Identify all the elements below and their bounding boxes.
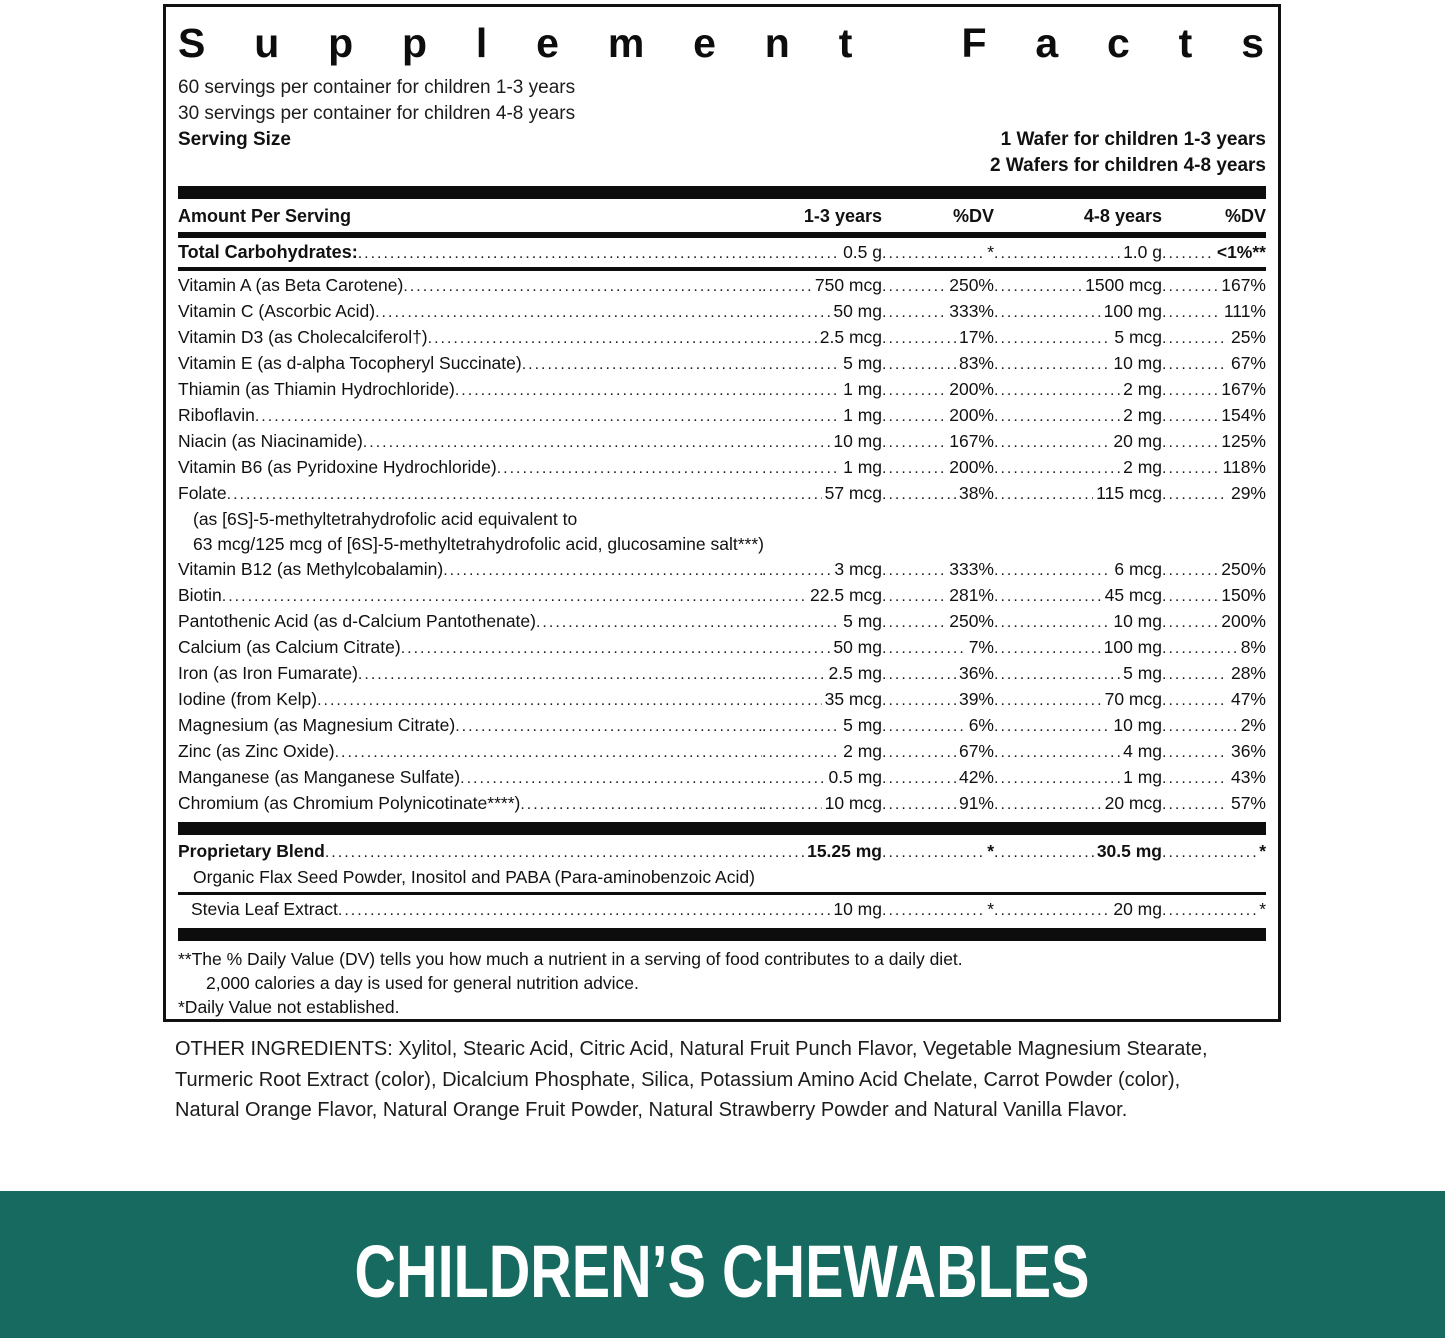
- amount-4-8: 20 mg: [1113, 899, 1162, 919]
- dv-1-3: 91%: [958, 793, 994, 813]
- nutrient-name: Calcium (as Calcium Citrate): [178, 637, 401, 657]
- amount-1-3: 5 mg: [843, 611, 882, 631]
- nutrient-name: Proprietary Blend: [178, 841, 325, 861]
- nutrient-row: [178, 455, 1266, 481]
- dv-4-8: 43%: [1230, 767, 1266, 787]
- amount-4-8: 30.5 mg: [1096, 841, 1162, 861]
- dv-1-3: 67%: [958, 741, 994, 761]
- amount-4-8: 6 mcg: [1114, 559, 1162, 579]
- nutrient-name: Vitamin B12 (as Methylcobalamin): [178, 559, 444, 579]
- dv-1-3: 38%: [958, 483, 994, 503]
- serving-size-line-2: 2 Wafers for children 4-8 years: [990, 155, 1266, 176]
- col-header-dv-1: %DV: [952, 206, 994, 226]
- amount-1-3: 0.5 g: [843, 242, 882, 262]
- amount-4-8: 100 mg: [1103, 301, 1162, 321]
- amount-1-3: 1 mg: [843, 457, 882, 477]
- nutrient-name: Niacin (as Niacinamide): [178, 431, 363, 451]
- nutrient-name: Vitamin E (as d-alpha Tocopheryl Succinate): [178, 353, 522, 373]
- amount-4-8: 1500 mcg: [1085, 275, 1162, 295]
- amount-4-8: 5 mcg: [1114, 327, 1162, 347]
- dv-4-8: 125%: [1221, 431, 1266, 451]
- nutrient-name: Zinc (as Zinc Oxide): [178, 741, 335, 761]
- nutrient-row: [178, 791, 1266, 817]
- dv-4-8: 167%: [1221, 275, 1266, 295]
- amount-1-3: 35 mcg: [824, 689, 882, 709]
- amount-1-3: 3 mcg: [834, 559, 882, 579]
- footnote-not-established: *Daily Value not established.: [178, 997, 400, 1017]
- dv-4-8: 200%: [1221, 611, 1266, 631]
- nutrient-row: [178, 351, 1266, 377]
- amount-4-8: 10 mg: [1113, 715, 1162, 735]
- dv-4-8: 150%: [1221, 585, 1266, 605]
- nutrient-row: [178, 609, 1266, 635]
- nutrient-name: Stevia Leaf Extract: [191, 899, 338, 919]
- nutrient-row: [178, 481, 1266, 507]
- amount-1-3: 22.5 mcg: [810, 585, 882, 605]
- nutrient-row: [178, 299, 1266, 325]
- serving-size-label: Serving Size: [178, 129, 291, 150]
- supplement-facts-panel: [163, 4, 1281, 1022]
- amount-1-3: 5 mg: [843, 715, 882, 735]
- banner-text: CHILDREN’S CHEWABLES: [354, 1230, 1090, 1313]
- amount-4-8: 1.0 g: [1123, 242, 1162, 262]
- amount-4-8: 2 mg: [1123, 379, 1162, 399]
- col-header-1-3-years: 1-3 years: [803, 206, 882, 226]
- dv-4-8: 8%: [1240, 637, 1266, 657]
- nutrient-name: Total Carbohydrates:: [178, 242, 358, 262]
- nutrient-note-line: (as [6S]-5-methyltetrahydrofolic acid equivalent to: [193, 509, 578, 529]
- nutrient-row: [178, 661, 1266, 687]
- thick-divider: [178, 928, 1266, 941]
- blend-rule: [178, 892, 1266, 895]
- dv-1-3: 333%: [949, 559, 994, 579]
- thick-divider: [178, 822, 1266, 835]
- amount-4-8: 45 mcg: [1104, 585, 1162, 605]
- dv-4-8: 67%: [1230, 353, 1266, 373]
- dv-1-3: 6%: [968, 715, 994, 735]
- nutrient-row: [178, 583, 1266, 609]
- col-header-4-8-years: 4-8 years: [1083, 206, 1162, 226]
- serving-size-line-1: 1 Wafer for children 1-3 years: [1000, 129, 1266, 150]
- thick-divider: [178, 186, 1266, 199]
- nutrient-row: [178, 635, 1266, 661]
- nutrient-name: Vitamin D3 (as Cholecalciferol†): [178, 327, 428, 347]
- nutrient-note-line: 63 mcg/125 mcg of [6S]-5-methyltetrahydrofolic acid, glucosamine salt***): [193, 534, 764, 554]
- nutrient-name: Iron (as Iron Fumarate): [178, 663, 358, 683]
- amount-1-3: 0.5 mg: [828, 767, 882, 787]
- nutrient-row: [178, 557, 1266, 583]
- amount-1-3: 10 mcg: [824, 793, 882, 813]
- dv-1-3: 7%: [968, 637, 994, 657]
- nutrient-row: [178, 713, 1266, 739]
- dv-4-8: 47%: [1230, 689, 1266, 709]
- nutrient-row: [178, 765, 1266, 791]
- servings-line-1: 60 servings per container for children 1-3 years: [178, 77, 576, 98]
- dv-4-8: 167%: [1221, 379, 1266, 399]
- nutrient-name: Magnesium (as Magnesium Citrate): [178, 715, 456, 735]
- dv-1-3: 200%: [949, 405, 994, 425]
- dv-4-8: 2%: [1240, 715, 1266, 735]
- amount-4-8: 70 mcg: [1104, 689, 1162, 709]
- proprietary-blend-row: [178, 839, 1266, 865]
- nutrient-row: [178, 687, 1266, 713]
- dv-1-3: 17%: [958, 327, 994, 347]
- amount-per-serving-header: Amount Per Serving: [178, 206, 352, 226]
- dv-4-8: *: [1259, 899, 1266, 919]
- stevia-row: [178, 897, 1266, 923]
- amount-4-8: 1 mg: [1123, 767, 1162, 787]
- dv-4-8: 57%: [1230, 793, 1266, 813]
- amount-1-3: 1 mg: [843, 379, 882, 399]
- header-rule: [178, 232, 1266, 238]
- amount-4-8: 20 mcg: [1104, 793, 1162, 813]
- column-header-row: [178, 203, 1266, 230]
- amount-4-8: 2 mg: [1123, 457, 1162, 477]
- amount-1-3: 2 mg: [843, 741, 882, 761]
- dv-4-8: 25%: [1230, 327, 1266, 347]
- other-ingredients: OTHER INGREDIENTS: Xylitol, Stearic Acid, Citric Acid, Natural Fruit Punch Flavor, Vegetable Magnesium Stearate, Turmeric Root Extract (color), Dicalcium Phosphate, Silica, Potassium Amino Acid Chelate, Carrot Powder (color), Natural Orange Flavor, Natural Orange Fruit Powder, Natural Strawberry Powder and Natural Vanilla Flavor.: [175, 1038, 1208, 1121]
- dv-4-8: <1%**: [1216, 242, 1266, 262]
- amount-1-3: 15.25 mg: [807, 841, 882, 861]
- dv-1-3: 39%: [958, 689, 994, 709]
- nutrient-name: Folate: [178, 483, 227, 503]
- amount-4-8: 5 mg: [1123, 663, 1162, 683]
- footnotes: [178, 947, 1266, 1019]
- dv-1-3: 36%: [958, 663, 994, 683]
- dv-4-8: 111%: [1223, 301, 1266, 321]
- amount-1-3: 10 mg: [833, 899, 882, 919]
- dv-1-3: 200%: [949, 457, 994, 477]
- product-banner: [0, 1191, 1445, 1338]
- amount-4-8: 2 mg: [1123, 405, 1162, 425]
- dv-1-3: *: [987, 841, 994, 861]
- col-header-dv-2: %DV: [1224, 206, 1266, 226]
- nutrient-row: [178, 429, 1266, 455]
- amount-1-3: 5 mg: [843, 353, 882, 373]
- banner-canvas: [0, 1191, 1445, 1338]
- nutrient-name: Vitamin A (as Beta Carotene): [178, 275, 404, 295]
- amount-1-3: 1 mg: [843, 405, 882, 425]
- dv-1-3: 200%: [949, 379, 994, 399]
- dv-1-3: *: [987, 242, 994, 262]
- servings-line-2: 30 servings per container for children 4-8 years: [178, 103, 576, 124]
- blend-ingredients-note: Organic Flax Seed Powder, Inositol and PABA (Para-aminobenzoic Acid): [193, 867, 755, 887]
- dv-4-8: 28%: [1230, 663, 1266, 683]
- nutrient-name: Pantothenic Acid (as d-Calcium Pantothenate): [178, 611, 536, 631]
- dv-4-8: 29%: [1230, 483, 1266, 503]
- amount-4-8: 115 mcg: [1096, 483, 1162, 503]
- nutrient-name: Chromium (as Chromium Polynicotinate****): [178, 793, 521, 813]
- dv-1-3: 167%: [949, 431, 994, 451]
- nutrient-row: [178, 377, 1266, 403]
- footnote-daily-value: **The % Daily Value (DV) tells you how much a nutrient in a serving of food contributes to a daily diet.: [178, 949, 963, 969]
- nutrient-name: Iodine (from Kelp): [178, 689, 318, 709]
- dv-1-3: 333%: [949, 301, 994, 321]
- amount-1-3: 10 mg: [833, 431, 882, 451]
- nutrient-name: Manganese (as Manganese Sulfate): [178, 767, 461, 787]
- amount-1-3: 50 mg: [833, 301, 882, 321]
- nutrient-name: Riboflavin: [178, 405, 255, 425]
- facts-title-text: Supplement Facts: [178, 20, 1264, 66]
- amount-1-3: 2.5 mcg: [819, 327, 882, 347]
- nutrient-row: [178, 403, 1266, 429]
- serving-size-values: [990, 127, 1266, 179]
- dv-1-3: 42%: [958, 767, 994, 787]
- dv-1-3: 250%: [949, 611, 994, 631]
- nutrient-row: [178, 325, 1266, 351]
- amount-4-8: 4 mg: [1123, 741, 1162, 761]
- dv-4-8: 154%: [1221, 405, 1266, 425]
- facts-title: [178, 15, 1268, 69]
- dv-1-3: *: [987, 899, 994, 919]
- dv-4-8: 36%: [1230, 741, 1266, 761]
- amount-4-8: 10 mg: [1113, 353, 1162, 373]
- carbs-rule: [178, 267, 1266, 271]
- dv-4-8: *: [1259, 841, 1266, 861]
- amount-1-3: 50 mg: [833, 637, 882, 657]
- dv-1-3: 83%: [958, 353, 994, 373]
- nutrient-name: Thiamin (as Thiamin Hydrochloride): [178, 379, 455, 399]
- dv-4-8: 250%: [1221, 559, 1266, 579]
- servings-block: [178, 75, 1266, 127]
- nutrient-rows: [178, 273, 1266, 817]
- nutrient-name: Biotin: [178, 585, 222, 605]
- serving-size-row: [178, 127, 1266, 179]
- total-carbohydrates-row: [178, 240, 1266, 266]
- amount-4-8: 100 mg: [1103, 637, 1162, 657]
- nutrient-row: [178, 273, 1266, 299]
- dv-4-8: 118%: [1222, 457, 1266, 477]
- nutrient-name: Vitamin B6 (as Pyridoxine Hydrochloride): [178, 457, 497, 477]
- amount-1-3: 57 mcg: [824, 483, 882, 503]
- amount-1-3: 2.5 mg: [828, 663, 882, 683]
- amount-4-8: 10 mg: [1113, 611, 1162, 631]
- dv-1-3: 281%: [949, 585, 994, 605]
- footnote-calories: 2,000 calories a day is used for general nutrition advice.: [206, 973, 639, 993]
- nutrient-row: [178, 739, 1266, 765]
- amount-1-3: 750 mcg: [814, 275, 882, 295]
- amount-4-8: 20 mg: [1113, 431, 1162, 451]
- nutrient-name: Vitamin C (Ascorbic Acid): [178, 301, 376, 321]
- dv-1-3: 250%: [949, 275, 994, 295]
